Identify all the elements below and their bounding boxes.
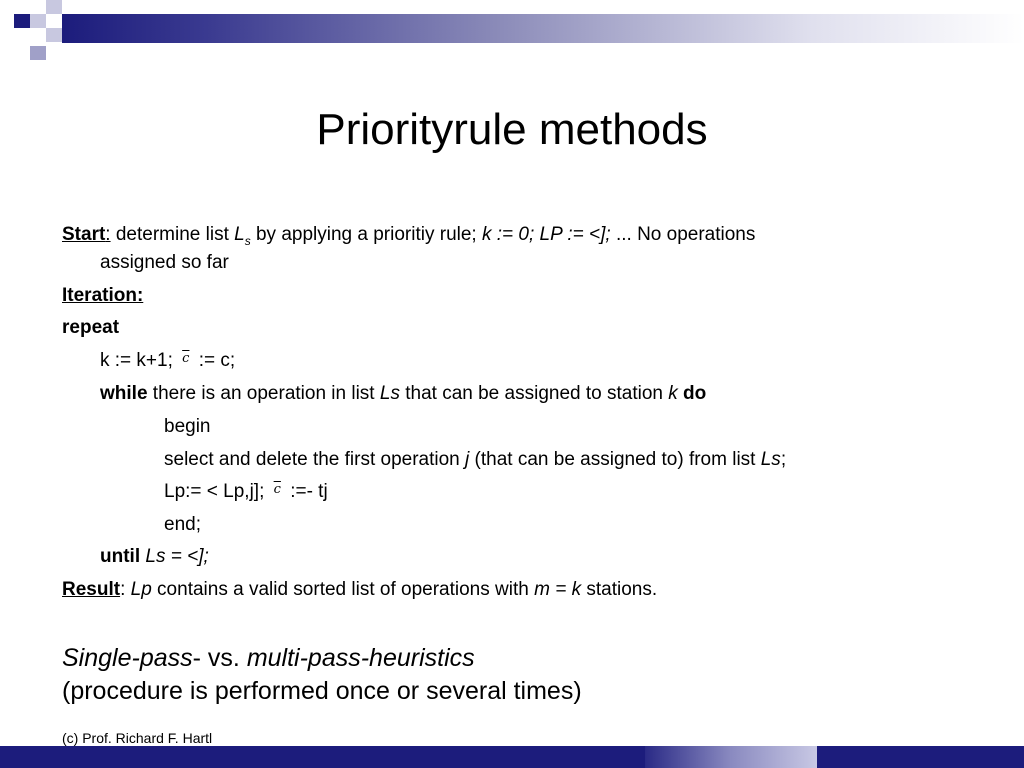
start-line: Start: determine list $L_s$ by applying a prioritiy rule; k := 0; LP := <]; ... No operations [62,224,756,248]
end-keyword: end; [164,514,201,535]
bottom-gradient-accent [645,746,817,768]
heuristics-line-2: (procedure is performed once or several times) [62,677,582,705]
result-label: Result [62,579,121,600]
init-statement: k := 0; LP := <]; [481,224,611,245]
heuristics-note [62,642,582,708]
until-line: until Ls = <]; [100,546,209,567]
start-line-cont: assigned so far [100,252,229,273]
iteration-label: Iteration: [62,285,144,306]
result-line: Result: Lp contains a valid sorted list of operations with m = k stations. [62,579,658,600]
deco-square [30,14,46,28]
heuristics-line-1: Single-pass- vs. multi-pass-heuristics [62,644,475,672]
lp-assign-line: Lp:= < Lp,j]; $^{\overline{c}}$ :=- tj [164,481,328,502]
bottom-bar [0,746,1024,768]
start-colon: : [105,224,111,245]
deco-square [46,0,62,14]
select-line: select and delete the first operation j (that can be assigned to) from list Ls; [164,449,787,470]
increment-line: k := k+1; $^{\overline{c}}$ := c; [100,350,236,371]
top-gradient-bar [62,14,1024,43]
repeat-keyword: repeat [62,317,120,338]
deco-square [14,14,30,28]
deco-square [46,14,62,28]
start-label: Start [62,224,106,245]
while-line: while there is an operation in list Ls that can be assigned to station k do [100,383,707,404]
slide-title: Priorityrule methods [316,105,708,154]
deco-square [30,46,46,60]
begin-keyword: begin [164,416,211,437]
c-bar-symbol: c [273,482,281,497]
copyright-footer: (c) Prof. Richard F. Hartl [62,730,213,746]
deco-square [46,28,62,42]
c-bar-symbol: c [182,351,190,366]
